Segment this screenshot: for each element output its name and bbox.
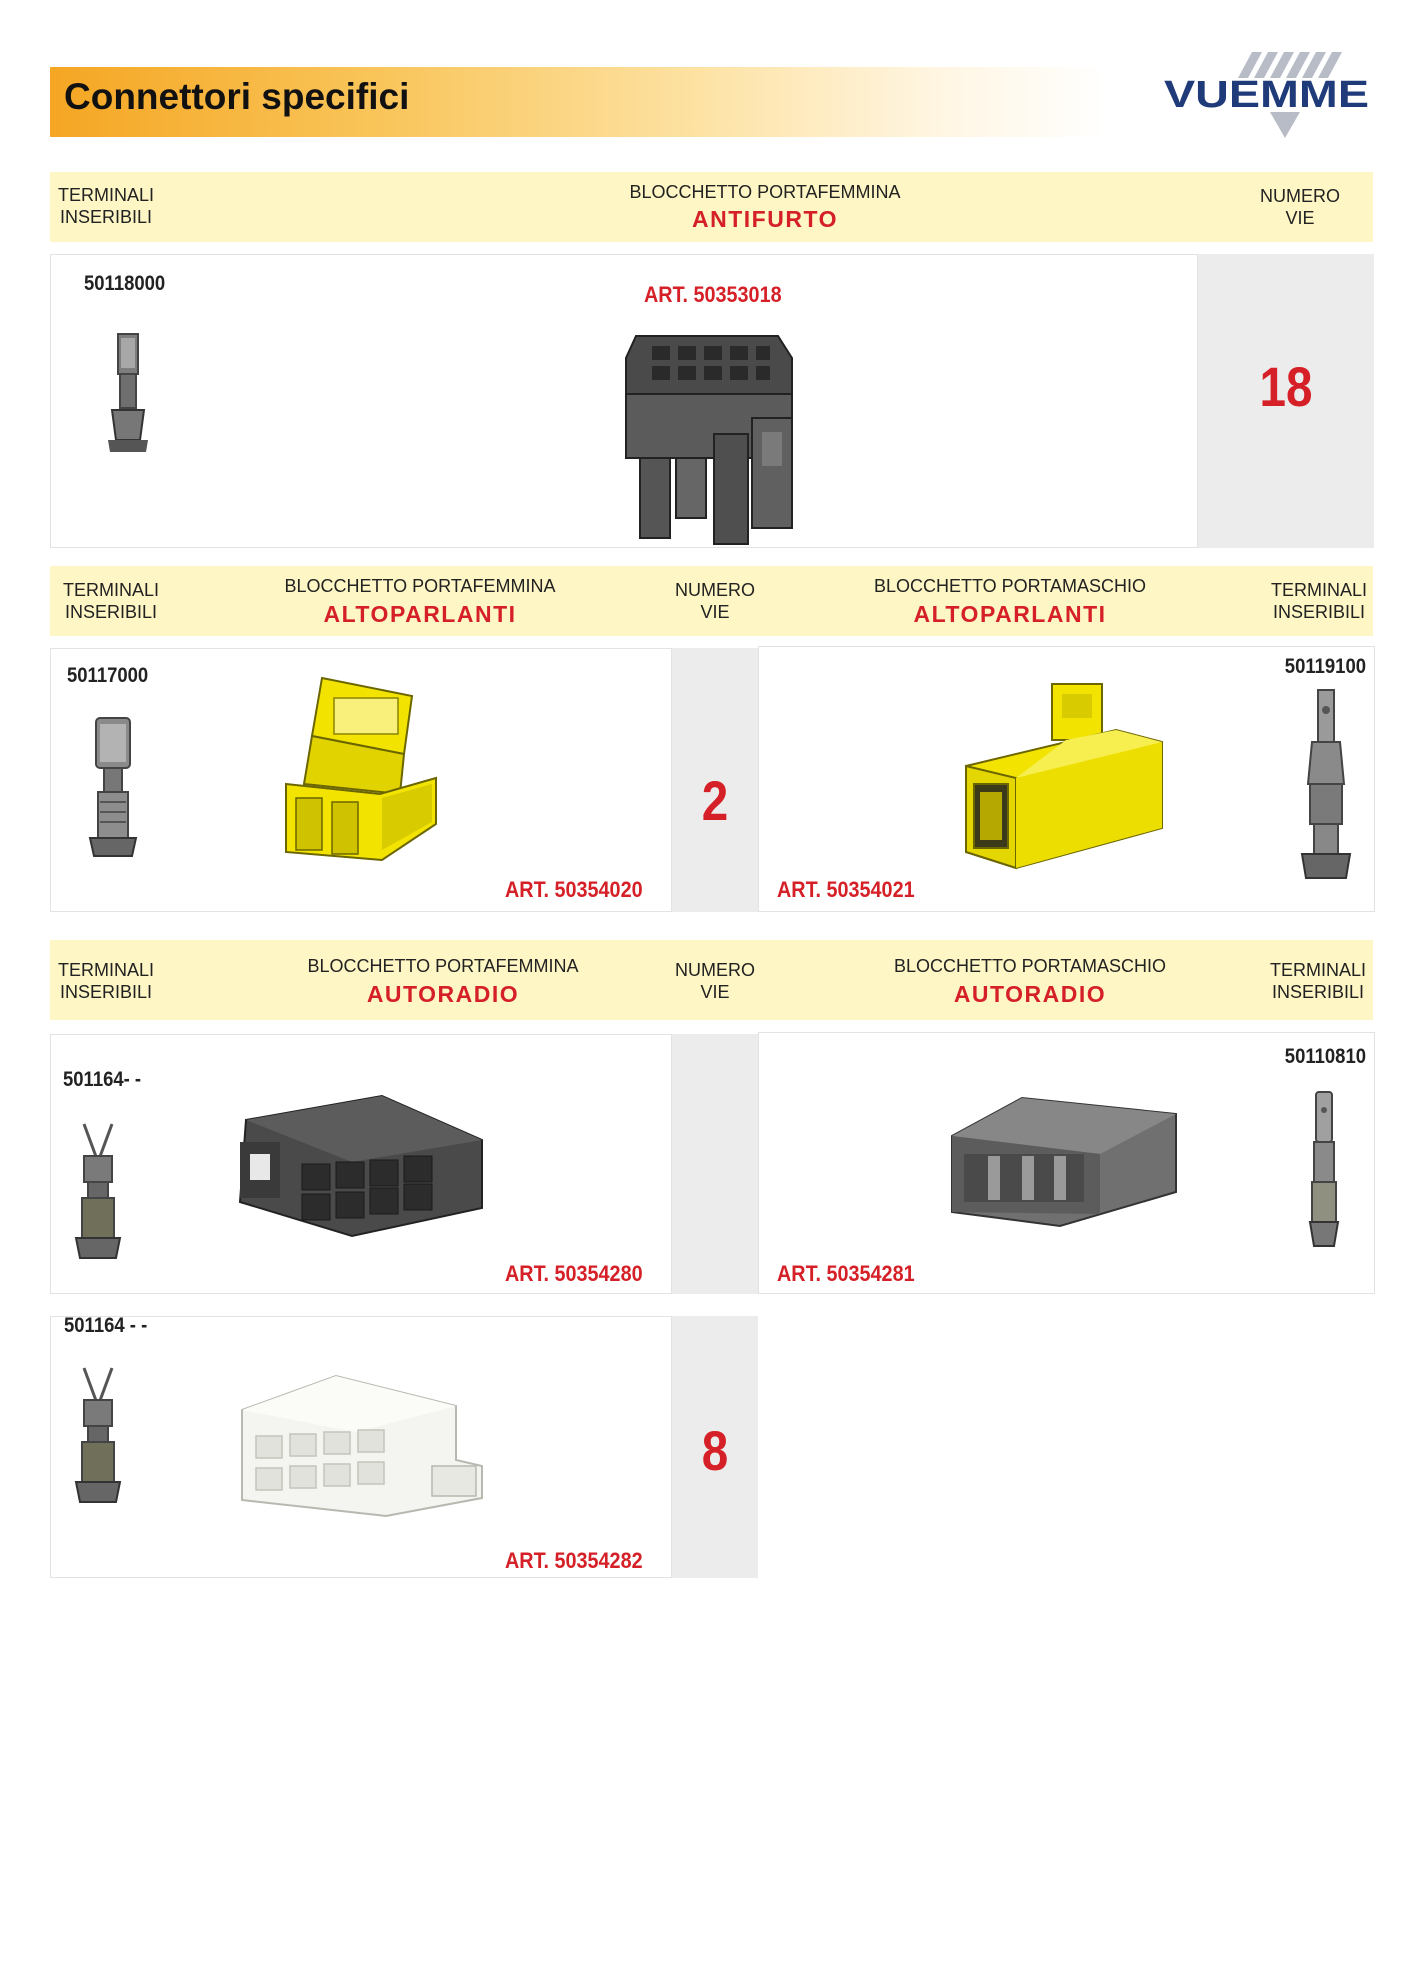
article-number-male: ART. 50354281 bbox=[777, 1261, 915, 1286]
article-number: ART. 50353018 bbox=[644, 282, 782, 307]
ways-header: NUMERO VIE bbox=[1260, 186, 1340, 228]
terminal-female-image-2 bbox=[74, 1366, 122, 1506]
terminal-female-image bbox=[88, 714, 138, 860]
connector-autoradio-male-image bbox=[950, 1094, 1180, 1234]
category-autoradio-male: AUTORADIO bbox=[953, 981, 1107, 1007]
article-number-female: ART. 50354020 bbox=[505, 877, 643, 902]
terminal-male-image bbox=[1300, 688, 1352, 884]
brand-name: VUEMME bbox=[1164, 74, 1369, 116]
page-title: Connettori specifici bbox=[64, 76, 410, 117]
terminal-code-right: 50119100 bbox=[1284, 655, 1366, 678]
block-male-caption: BLOCCHETTO PORTAMASCHIO bbox=[893, 956, 1167, 976]
terminal-code: 50118000 bbox=[84, 272, 166, 295]
connector-autoradio-white-image bbox=[236, 1370, 486, 1520]
terminals-header-left: TERMINALI INSERIBILI bbox=[62, 580, 159, 622]
ways-header: NUMERO VIE bbox=[675, 580, 755, 622]
terminals-header-right: TERMINALI INSERIBILI bbox=[1269, 960, 1366, 1002]
terminal-code-left: 50117000 bbox=[67, 664, 149, 687]
connector-altoparlanti-male-image bbox=[956, 680, 1170, 874]
ways-count: 18 bbox=[1259, 355, 1313, 418]
category-altoparlanti-male: ALTOPARLANTI bbox=[913, 601, 1107, 627]
block-female-caption: BLOCCHETTO PORTAFEMMINA bbox=[284, 576, 556, 596]
terminal-male-image bbox=[1304, 1090, 1344, 1250]
connector-autoradio-female-image bbox=[232, 1090, 492, 1240]
terminal-female-image bbox=[74, 1122, 122, 1262]
ways-count: 2 bbox=[701, 769, 729, 832]
terminal-code-left-2: 501164 - - bbox=[64, 1314, 148, 1337]
terminal-code-left: 501164- - bbox=[63, 1068, 142, 1091]
terminals-header-left: TERMINALI INSERIBILI bbox=[57, 960, 154, 1002]
terminals-header-right: TERMINALI INSERIBILI bbox=[1270, 580, 1367, 622]
ways-count: 8 bbox=[701, 1419, 729, 1482]
article-number-female: ART. 50354280 bbox=[505, 1261, 643, 1286]
vuemme-logo bbox=[1160, 50, 1375, 140]
article-number-male: ART. 50354021 bbox=[777, 877, 915, 902]
terminals-header: TERMINALI INSERIBILI bbox=[57, 185, 154, 227]
category-antifurto: ANTIFURTO bbox=[692, 206, 838, 232]
ways-header: NUMERO VIE bbox=[675, 960, 755, 1002]
block-male-caption: BLOCCHETTO PORTAMASCHIO bbox=[873, 576, 1147, 596]
terminal-female-image bbox=[106, 332, 150, 454]
category-altoparlanti-female: ALTOPARLANTI bbox=[323, 601, 517, 627]
terminal-code-right: 50110810 bbox=[1284, 1045, 1366, 1068]
block-female-caption: BLOCCHETTO PORTAFEMMINA bbox=[307, 956, 579, 976]
block-female-caption: BLOCCHETTO PORTAFEMMINA bbox=[629, 182, 901, 202]
ways-cell bbox=[672, 1034, 758, 1294]
connector-antifurto-image bbox=[622, 322, 804, 552]
connector-altoparlanti-female-image bbox=[282, 674, 448, 874]
article-number-female-2: ART. 50354282 bbox=[505, 1548, 643, 1573]
category-autoradio-female: AUTORADIO bbox=[366, 981, 520, 1007]
